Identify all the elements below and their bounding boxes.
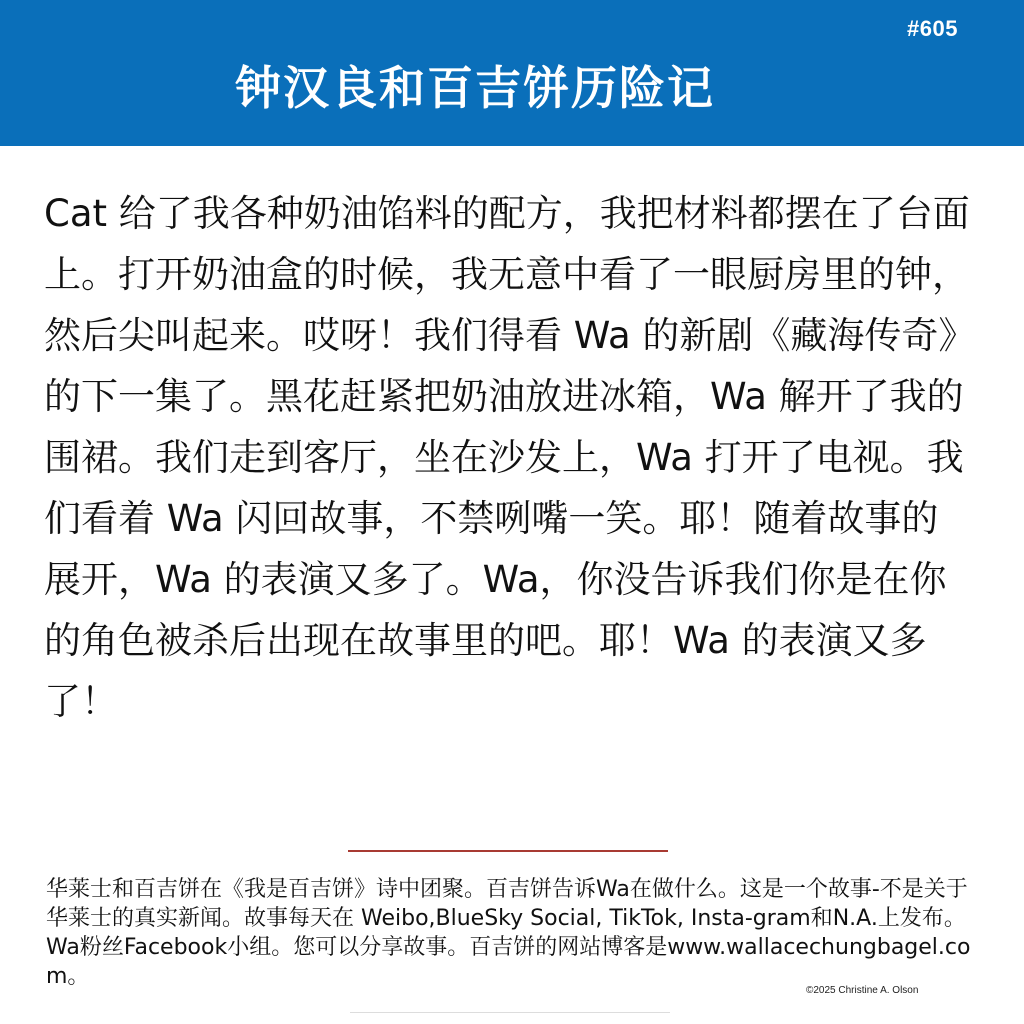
copyright-notice: ©2025 Christine A. Olson	[806, 985, 919, 996]
bottom-divider	[350, 1012, 670, 1013]
page-title: 钟汉良和百吉饼历险记	[235, 61, 715, 115]
episode-number: #605	[907, 16, 958, 41]
story-text: Cat 给了我各种奶油馅料的配方，我把材料都摆在了台面上。打开奶油盒的时候，我无意中看了一眼厨房里的钟，然后尖叫起来。哎呀！我们得看 Wa 的新剧《藏海传奇》的下一集了。黑花赶紧把奶油放进冰箱，Wa 解开了我的围裙。我们走到客厅，坐在沙发上，Wa 打开了电视。我们看着 Wa 闪回故事，不禁咧嘴一笑。耶！随着故事的展开，Wa 的表演又多了。Wa，你没告诉我们你是在你的角色被杀后出现在故事里的吧。耶！Wa 的表演又多了！	[44, 192, 970, 723]
footer-divider	[348, 850, 668, 852]
header-bar	[0, 0, 1024, 146]
footer-note: 华莱士和百吉饼在《我是百吉饼》诗中团聚。百吉饼告诉Wa在做什么。这是一个故事-不是关于华莱士的真实新闻。故事每天在 Weibo,BlueSky Social, TikTok, Insta-gram和N.A.上发布。Wa粉丝Facebook小组。您可以分享故事。百吉饼的网站博客是www.wallacechungbagel.com。	[46, 877, 971, 989]
